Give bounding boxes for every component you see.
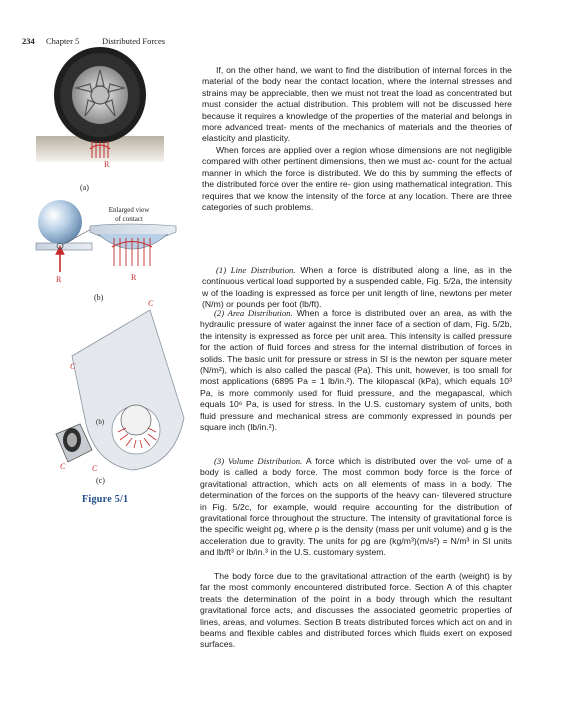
subfigure-label-c: (c) (96, 476, 105, 485)
volume-distribution-heading: (3) Volume Distribution. (214, 456, 303, 466)
paragraph-internal-forces: If, on the other hand, we want to find the distribution of internal forces in the material of the body near the contact location, where the internal stresses and strains may be appreciable, then we must not treat the load as concentrated but must consider the actual distribution. This problem will not be discussed here because it requires a knowledge of the properties of the material and belongs in more advanced treat- ments of the mechanics of materials and the theories of elasticity and plasticity. (202, 65, 512, 144)
chapter-title: Distributed Forces (102, 36, 166, 46)
enlarged-view-caption: Enlarged view of contact (108, 206, 150, 223)
paragraph-line-distribution: (1) Line Distribution. When a force is distributed along a line, as in the continuous vertical load supported by a suspended cable, Fig. 5/2a, the intensity w of the loading is expressed as force per unit length of line, newtons per meter (N/m) or pounds per foot (lb/ft). (202, 265, 512, 310)
area-distribution-heading: (2) Area Distribution. (214, 308, 293, 318)
force-label-c-top: C (148, 299, 154, 308)
figure-title: Figure 5/1 (82, 494, 129, 505)
reaction-label-right: R (131, 273, 137, 282)
reaction-label-left: R (56, 275, 62, 284)
paragraph-body-force: The body force due to the gravitational attraction of the earth (weight) is by far the most commonly encountered distributed force. Section A of this chapter treats the determination of the point in a body through which the resultant gravitational force acts, and discusses the associated geometric properties of lines, areas, and volumes. Section B treats distributed forces which act on and in beams and flexible cables and distributed forces which fluids exert on exposed surfaces. (200, 571, 512, 650)
paragraph-distributed-region: When forces are applied over a region whose dimensions are not negligible compared with other pertinent dimensions, then we must ac- count for the actual manner in which the force is distributed. We do this by summing the effects of the distributed force over the entire re- gion using mathematical integration. This requires that we know the intensity of the force at any location. There are three categories of such problems. (202, 145, 512, 213)
subfigure-label-b: (b) (94, 293, 104, 302)
force-label-c-left: C (60, 462, 66, 471)
paragraph-area-distribution: (2) Area Distribution. When a force is distributed over an area, as with the hydraulic pressure of water against the inner face of a section of dam, Fig. 5/2b, the intensity is expressed as force per unit area. This intensity is called pressure for the action of fluid forces and stress for the internal distribution of forces in solids. The basic unit for pressure or stress in SI is the newton per square meter (N/m²), which is also called the pascal (Pa). This unit, however, is too small for most applications (6895 Pa = 1 lb/in.²). The kilopascal (kPa), which equals 10³ Pa, is more commonly used for fluid pressure, and the megapascal, which equals 10⁶ Pa, is used for stress. In the U.S. customary system of units, both fluid pressure and mechanical stress are commonly expressed in pounds per square inch (lb/in.²). (200, 308, 512, 433)
reaction-label-a: R (104, 160, 110, 169)
subfigure-label-b-inner: (b) (96, 418, 105, 426)
page-number: 234 (22, 36, 35, 46)
line-distribution-heading: (1) Line Distribution. (216, 265, 296, 275)
link-pin-figure (56, 310, 184, 470)
paragraph-volume-distribution: (3) Volume Distribution. A force which is distributed over the vol- ume of a body is called a body force. The most common body force is the force of gravitational attraction, which acts on all elements of mass in a body. The determination of the forces on the supports of the heavy can- tilevered structure in Fig. 5/2c, for example, would require accounting for the distribution of gravitational force throughout the structure. The intensity of gravitational force is the specific weight ρg, where ρ is the density (mass per unit volume) and g is the acceleration due to gravity. The units for ρg are (kg/m³)(m/s²) = N/m³ in SI units and lb/ft³ or lb/in.³ in the U.S. customary system. (200, 456, 513, 558)
tire-figure (36, 47, 164, 162)
chapter-label: Chapter 5 (46, 36, 80, 46)
force-label-c-mid: C (70, 362, 76, 371)
force-label-c-bottom: C (92, 464, 98, 473)
subfigure-label-a: (a) (80, 183, 89, 192)
